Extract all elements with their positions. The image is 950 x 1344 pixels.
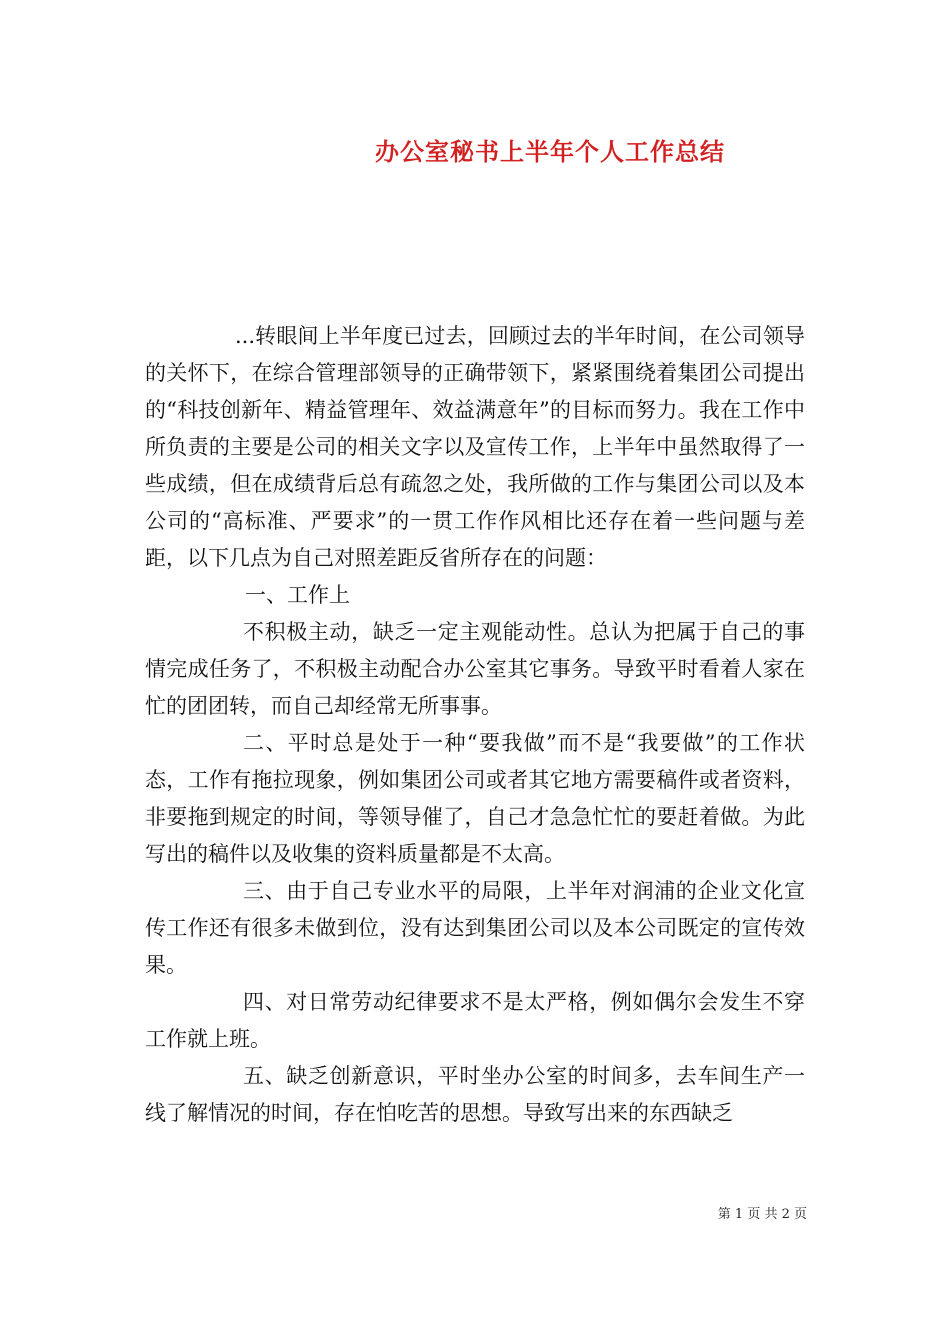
section-heading-work: 一、工作上 <box>245 583 350 607</box>
page-number-footer: 第 1 页 共 2 页 <box>717 1207 807 1222</box>
paragraph-point-2: 二、平时总是处于一种“要我做”而不是“我要做”的工作状态，工作有拖拉现象，例如集团公司或者其它地方需要稿件或者资料，非要拖到规定的时间，等领导催了，自己才急急忙忙的要赶着做。为此写出的稿件以及收集的资料质量都是不太高。 <box>145 731 805 866</box>
paragraph-point-5: 五、缺乏创新意识，平时坐办公室的时间多，去车间生产一线了解情况的时间，存在怕吃苦的思想。导致写出来的东西缺乏 <box>145 1064 805 1125</box>
paragraph-point-1: 不积极主动，缺乏一定主观能动性。总认为把属于自己的事情完成任务了，不积极主动配合办公室其它事务。导致平时看着人家在忙的团团转，而自己却经常无所事事。 <box>145 620 805 718</box>
document-body <box>145 318 805 1132</box>
paragraph-intro: ...转眼间上半年度已过去，回顾过去的半年时间，在公司领导的关怀下，在综合管理部领导的正确带领下，紧紧围绕着集团公司提出的“科技创新年、精益管理年、效益满意年”的目标而努力。我在工作中所负责的主要是公司的相关文字以及宣传工作，上半年中虽然取得了一些成绩，但在成绩背后总有疏忽之处，我所做的工作与集团公司以及本公司的“高标准、严要求”的一贯工作作风相比还存在着一些问题与差距，以下几点为自己对照差距反省所存在的问题： <box>145 324 805 570</box>
paragraph-point-4: 四、对日常劳动纪律要求不是太严格，例如偶尔会发生不穿工作就上班。 <box>145 990 805 1051</box>
document-title: 办公室秘书上半年个人工作总结 <box>375 137 725 166</box>
paragraph-point-3: 三、由于自己专业水平的局限，上半年对润浦的企业文化宣传工作还有很多未做到位，没有达到集团公司以及本公司既定的宣传效果。 <box>145 879 805 977</box>
